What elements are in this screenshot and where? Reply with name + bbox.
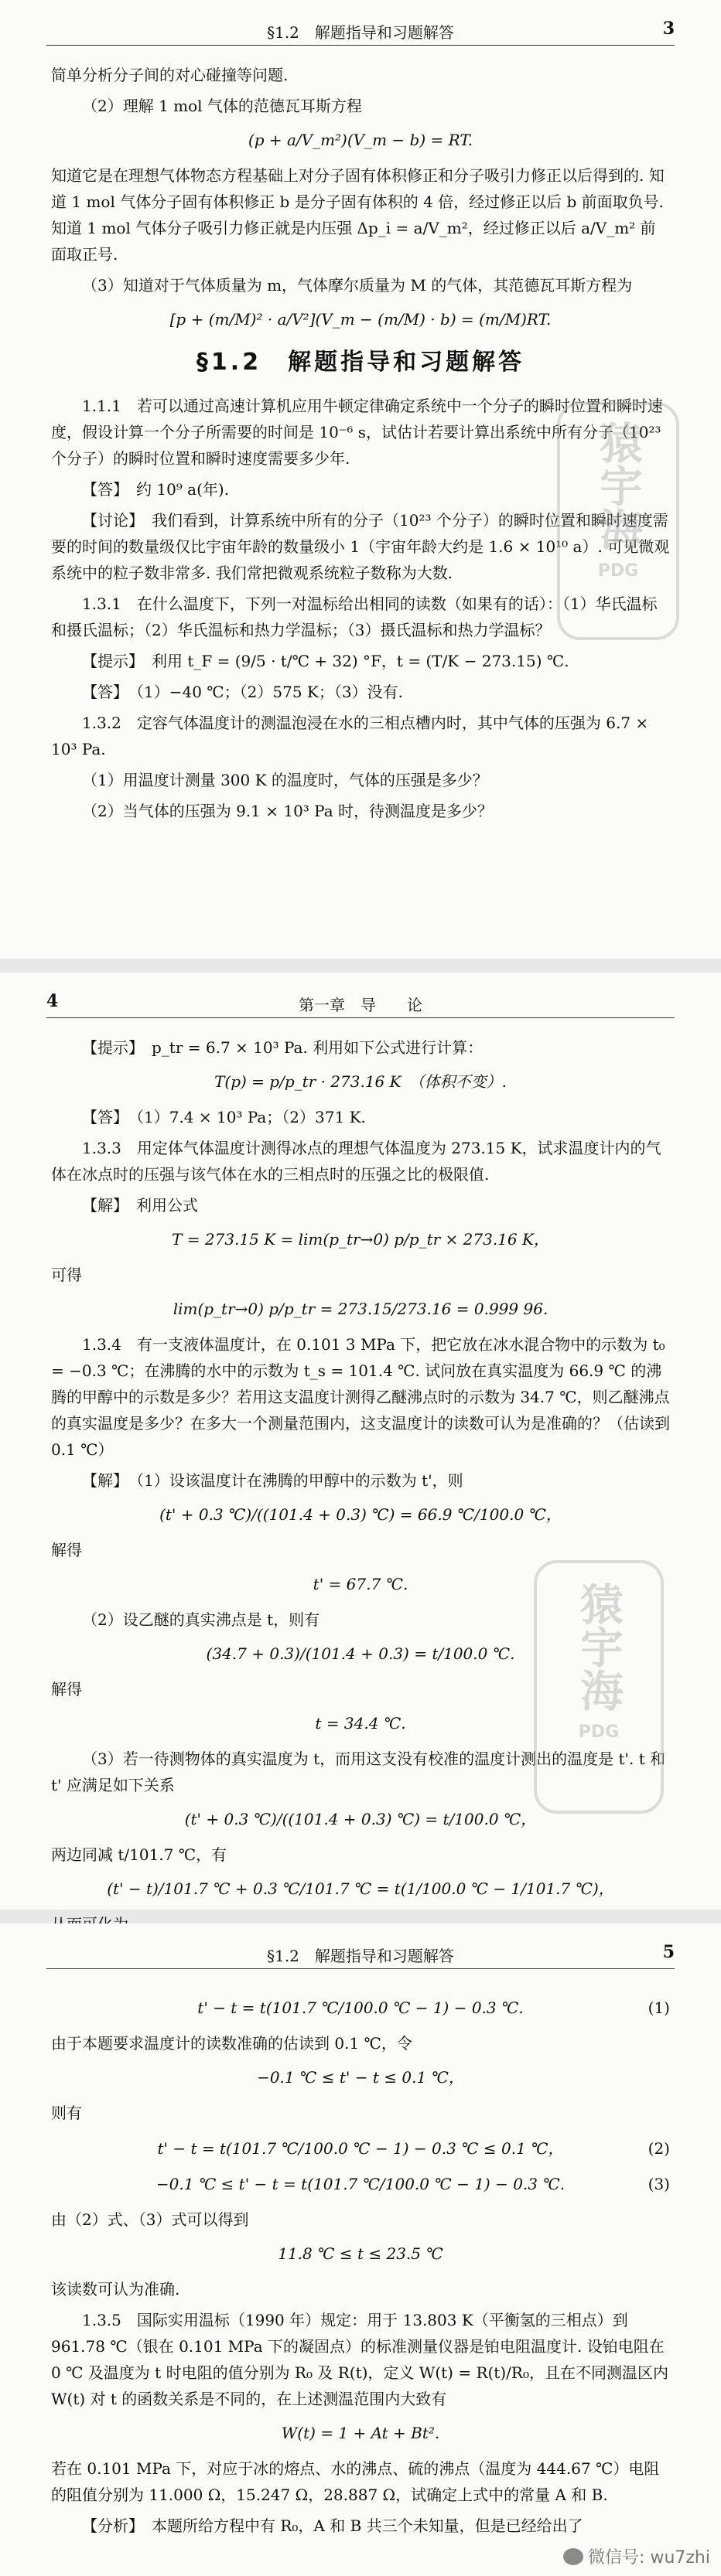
watermark-stamp: 猿宇海 PDG xyxy=(534,1560,664,1814)
equation: T(p) = p/p_tr · 273.16 K （体积不变）. xyxy=(214,1072,507,1091)
discussion-1-1-1: 【讨论】 我们看到，计算系统中所有的分子（10²³ 个分子）的瞬时位置和瞬时速度需要的时间的数量级仅比宇宙年龄的数量级小 1（宇宙年龄大约是 1.6 × 10¹⁰ a）. 可见微观系统中的粒子数非常多. 我们常把微观系统粒子数称为大数. xyxy=(51,511,670,582)
problem-1-1-1: 1.1.1 若可以通过高速计算机应用牛顿定律确定系统中一个分子的瞬时位置和瞬时速度，假设计算一个分子所需要的时间是 10⁻⁶ s，试估计若要计算出系统中所有分子（10²³ 个分子）的瞬时位置和瞬时速度需要多少年. xyxy=(51,397,663,468)
problem-1-3-4: 1.3.4 有一支液体温度计，在 0.101 3 MPa 下，把它放在冰水混合物中的示数为 t₀ = −0.3 ℃；在沸腾的水中的示数为 t_s = 101.4 ℃. 试问放在真实温度为 66.9 ℃ 的沸腾的甲醇中的示数是多少？若用这支温度计测得乙醚沸点时的示数为 34.7 ℃，则乙醚沸点的真实温度是多少？在多大一个测量范围内，这支温度计的读数可认为是准确的？（估读到 0.1 ℃） xyxy=(51,1335,670,1459)
equation-number: (2) xyxy=(648,2139,670,2158)
equation: lim(p_tr→0) p/p_tr = 273.15/273.16 = 0.999 96. xyxy=(173,1300,548,1318)
text-line: 则有 xyxy=(51,2104,82,2122)
equation-number: (1) xyxy=(648,1998,670,2017)
page-3 xyxy=(0,0,721,959)
hint: 【提示】 p_tr = 6.7 × 10³ Pa. 利用如下公式进行计算： xyxy=(82,1038,484,1057)
text-line: 由（2）式、（3）式可以得到 xyxy=(51,2210,249,2229)
answer-1-1-1: 【答】 约 10⁹ a(年). xyxy=(82,480,230,499)
equation: t' = 67.7 ℃. xyxy=(313,1575,408,1593)
equation: (p + a/V_m²)(V_m − b) = RT. xyxy=(248,131,473,149)
text-line: 解得 xyxy=(51,1680,82,1699)
analysis: 【分析】 本题所给方程中有 R₀，A 和 B 共三个未知量，但是已经给出了 xyxy=(82,2516,583,2535)
problem-1-3-5: 1.3.5 国际实用温标（1990 年）规定：用于 13.803 K（平衡氢的三相点）到 961.78 ℃（银在 0.101 MPa 下的凝固点）的标准测量仪器是铂电阻温度计. 设铂电阻在 0 ℃ 及温度为 t 时电阻的值分别为 R₀ 及 R(t)，定义 W(t) = R(t)/R₀，且在不同测温区内 W(t) 对 t 的函数关系是不同的，在上述测温范围内大致有 xyxy=(51,2311,668,2408)
header-title: 第一章 导 论 xyxy=(299,996,422,1014)
equation: −0.1 ℃ ≤ t' − t ≤ 0.1 ℃， xyxy=(257,2068,464,2087)
wechat-icon xyxy=(563,2548,583,2565)
page-body xyxy=(51,1985,670,2544)
problem-1-3-1: 1.3.1 在什么温度下，下列一对温标给出相同的读数（如果有的话）：（1）华氏温标和摄氏温标；（2）华氏温标和热力学温标；（3）摄氏温标和热力学温标？ xyxy=(51,595,658,639)
problem-1-3-2-a: （1）用温度计测量 300 K 的温度时，气体的压强是多少？ xyxy=(82,771,488,789)
equation: t' − t = t(101.7 ℃/100.0 ℃ − 1) − 0.3 ℃ ≤ 0.1 ℃， (2) xyxy=(51,2135,670,2162)
problem-1-3-2: 1.3.2 定容气体温度计的测温泡浸在水的三相点槽内时，其中气体的压强为 6.7 × 10³ Pa. xyxy=(51,714,649,758)
equation-number: (3) xyxy=(648,2175,670,2193)
page-number: 5 xyxy=(662,1942,675,1962)
equation: 11.8 ℃ ≤ t ≤ 23.5 ℃ xyxy=(278,2244,443,2263)
watermark-stamp: 猿宇海 PDG xyxy=(557,402,679,640)
text-line: （2）理解 1 mol 气体的范德瓦耳斯方程 xyxy=(82,97,362,115)
paragraph: 知道它是在理想气体物态方程基础上对分子固有体积修正和分子吸引力修正以后得到的. 知道 1 mol 气体分子固有体积修正 b 是分子固有体积的 4 倍，经过修正以后 b 前面取负号. 知道 1 mol 气体分子吸引力修正就是内压强 Δp_i = a/V_m²，经过修正以后 a/V_m² 前面取正号. xyxy=(51,166,665,264)
text-line: 解得 xyxy=(51,1541,82,1559)
header-title: §1.2 解题指导和习题解答 xyxy=(267,1947,454,1965)
text-line: 两边同减 t/101.7 ℃，有 xyxy=(51,1845,227,1864)
equation: [p + (m/M)² · a/V²](V_m − (m/M) · b) = (m/M)RT. xyxy=(169,310,552,329)
problem-1-3-2-b: （2）当气体的压强为 9.1 × 10³ Pa 时，待测温度是多少？ xyxy=(82,802,494,820)
equation: T = 273.15 K = lim(p_tr→0) p/p_tr × 273.16 K， xyxy=(172,1230,549,1249)
wechat-watermark: 微信号: wu7zhi xyxy=(563,2544,710,2568)
running-header xyxy=(46,1939,675,1969)
running-header xyxy=(46,988,675,1018)
page-4 xyxy=(0,973,721,1910)
equation: W(t) = 1 + At + Bt². xyxy=(281,2424,440,2442)
problem-1-3-3: 1.3.3 用定体气体温度计测得冰点的理想气体温度为 273.15 K，试求温度计内的气体在冰点时的压强与该气体在水的三相点时的压强之比的极限值. xyxy=(51,1139,661,1184)
text-line: 可得 xyxy=(51,1266,82,1284)
solution-1-3-4: 【解】 （1）设该温度计在沸腾的甲醇中的示数为 t'，则 xyxy=(82,1471,463,1490)
hint-1-3-1: 【提示】 利用 t_F = (9/5 · t/℃ + 32) °F，t = (T/K − 273.15) ℃. xyxy=(82,652,569,670)
text-line: 该读数可认为准确. xyxy=(51,2280,180,2298)
page-number: 4 xyxy=(46,991,59,1011)
answer-1-3-1: 【答】 （1）−40 ℃；（2）575 K；（3）没有. xyxy=(82,683,403,701)
equation: (t' + 0.3 ℃)/((101.4 + 0.3) ℃) = t/100.0 ℃， xyxy=(184,1810,537,1828)
text-line: 由于本题要求温度计的读数准确的估读到 0.1 ℃，令 xyxy=(51,2034,412,2053)
paragraph: 若在 0.101 MPa 下，对应于冰的熔点、水的沸点、硫的沸点（温度为 444.67 ℃）电阻的阻值分别为 11.000 Ω，15.247 Ω，28.887 Ω，试确定上式中的常量 A 和 B. xyxy=(51,2459,660,2504)
equation: −0.1 ℃ ≤ t' − t = t(101.7 ℃/100.0 ℃ − 1) − 0.3 ℃. (3) xyxy=(51,2171,670,2197)
paragraph: （3）知道对于气体质量为 m，气体摩尔质量为 M 的气体，其范德瓦耳斯方程为 xyxy=(82,276,633,295)
paragraph: （3）若一待测物体的真实温度为 t，而用这支没有校准的温度计测出的温度是 t'. t 和 t' 应满足如下关系 xyxy=(51,1750,666,1794)
page-number: 3 xyxy=(662,19,675,39)
text-line: 简单分析分子间的对心碰撞等问题. xyxy=(51,66,289,84)
equation: t' − t = t(101.7 ℃/100.0 ℃ − 1) − 0.3 ℃. (1) xyxy=(51,1995,670,2021)
text-line: （2）设乙醚的真实沸点是 t，则有 xyxy=(82,1610,320,1629)
answer: 【答】 （1）7.4 × 10³ Pa；（2）371 K. xyxy=(82,1108,366,1126)
equation: (34.7 + 0.3)/(101.4 + 0.3) = t/100.0 ℃. xyxy=(206,1644,515,1663)
header-title: §1.2 解题指导和习题解答 xyxy=(267,23,454,42)
page-5 xyxy=(0,1923,721,2576)
section-title: §1.2 解题指导和习题解答 xyxy=(196,349,525,376)
running-header xyxy=(46,15,675,46)
equation: (t' − t)/101.7 ℃ + 0.3 ℃/101.7 ℃ = t(1/100.0 ℃ − 1/101.7 ℃)， xyxy=(107,1879,614,1898)
equation: (t' + 0.3 ℃)/((101.4 + 0.3) ℃) = 66.9 ℃/100.0 ℃， xyxy=(159,1505,562,1524)
equation: t = 34.4 ℃. xyxy=(315,1714,406,1733)
solution-1-3-3: 【解】 利用公式 xyxy=(82,1196,198,1215)
